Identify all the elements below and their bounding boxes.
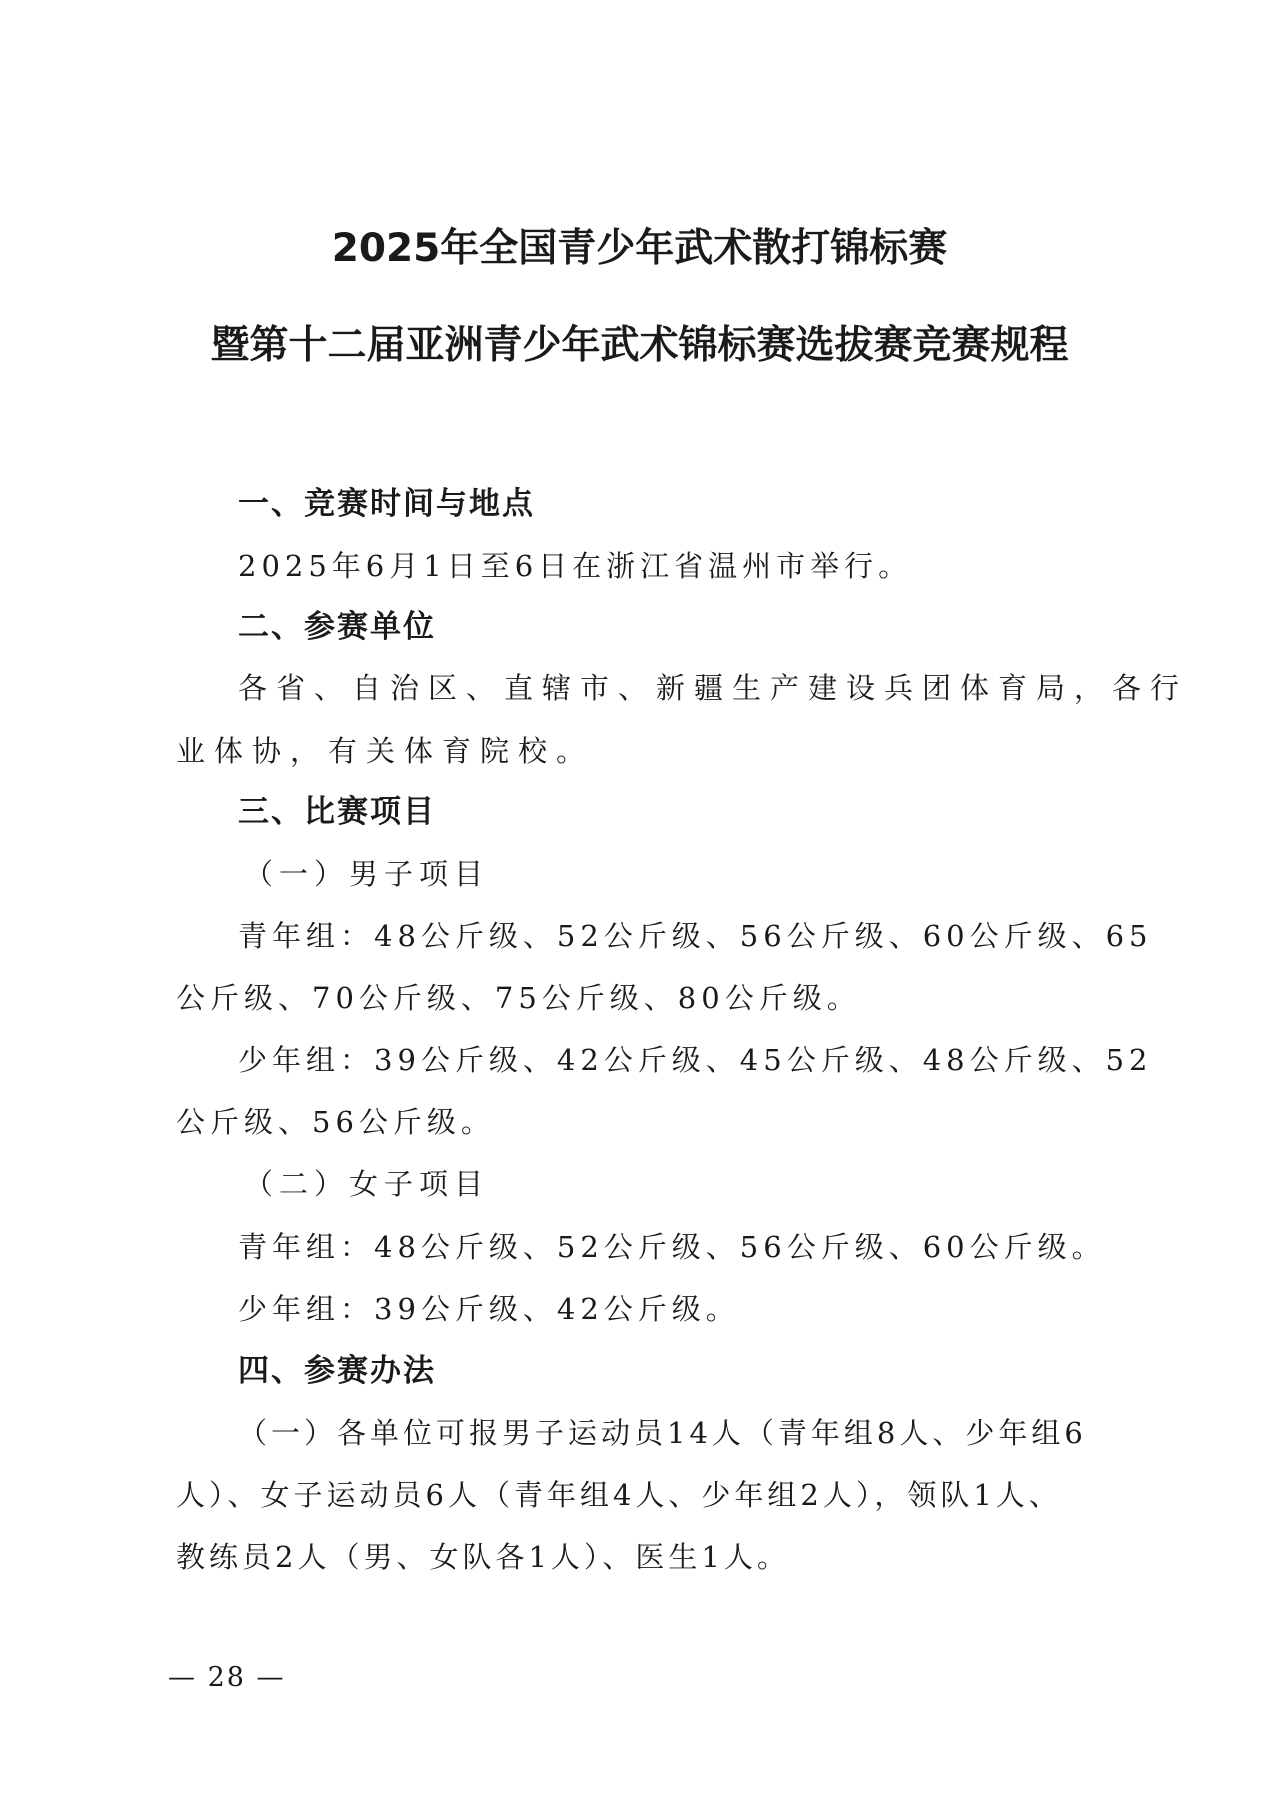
section-4-text-line-3: 教练员2人（男、女队各1人）、医生1人。 [176,1540,790,1574]
women-youth-line: 青年组：48公斤级、52公斤级、56公斤级、60公斤级。 [238,1230,1106,1264]
men-junior-line-2: 公斤级、56公斤级。 [176,1105,495,1139]
section-4-text-line-2: 人）、女子运动员6人（青年组4人、少年组2人），领队1人、 [176,1478,1062,1512]
section-1-heading: 一、竞赛时间与地点 [238,486,535,522]
document-title-line-2: 暨第十二届亚洲青少年武术锦标赛选拔赛竞赛规程 [210,323,1069,368]
document-title-line-1: 2025年全国青少年武术散打锦标赛 [331,226,948,271]
women-events-heading: （二）女子项目 [244,1167,490,1201]
section-2-text-line-1: 各省、自治区、直辖市、新疆生产建设兵团体育局，各行 [238,671,1189,705]
women-junior-line: 少年组：39公斤级、42公斤级。 [238,1292,740,1326]
men-junior-line-1: 少年组：39公斤级、42公斤级、45公斤级、48公斤级、52 [238,1043,1153,1077]
section-1-text: 2025年6月1日至6日在浙江省温州市举行。 [238,549,913,583]
section-3-heading: 三、比赛项目 [238,794,436,830]
section-4-text-line-1: （一）各单位可报男子运动员14人（青年组8人、少年组6 [238,1416,1087,1450]
men-events-heading: （一）男子项目 [244,857,490,891]
men-youth-line-2: 公斤级、70公斤级、75公斤级、80公斤级。 [176,981,861,1015]
page-number: — 28 — [168,1662,286,1693]
section-4-heading: 四、参赛办法 [238,1353,436,1389]
men-youth-line-1: 青年组：48公斤级、52公斤级、56公斤级、60公斤级、65 [238,919,1153,953]
section-2-heading: 二、参赛单位 [238,609,436,645]
section-2-text-line-2: 业体协，有关体育院校。 [176,734,595,768]
